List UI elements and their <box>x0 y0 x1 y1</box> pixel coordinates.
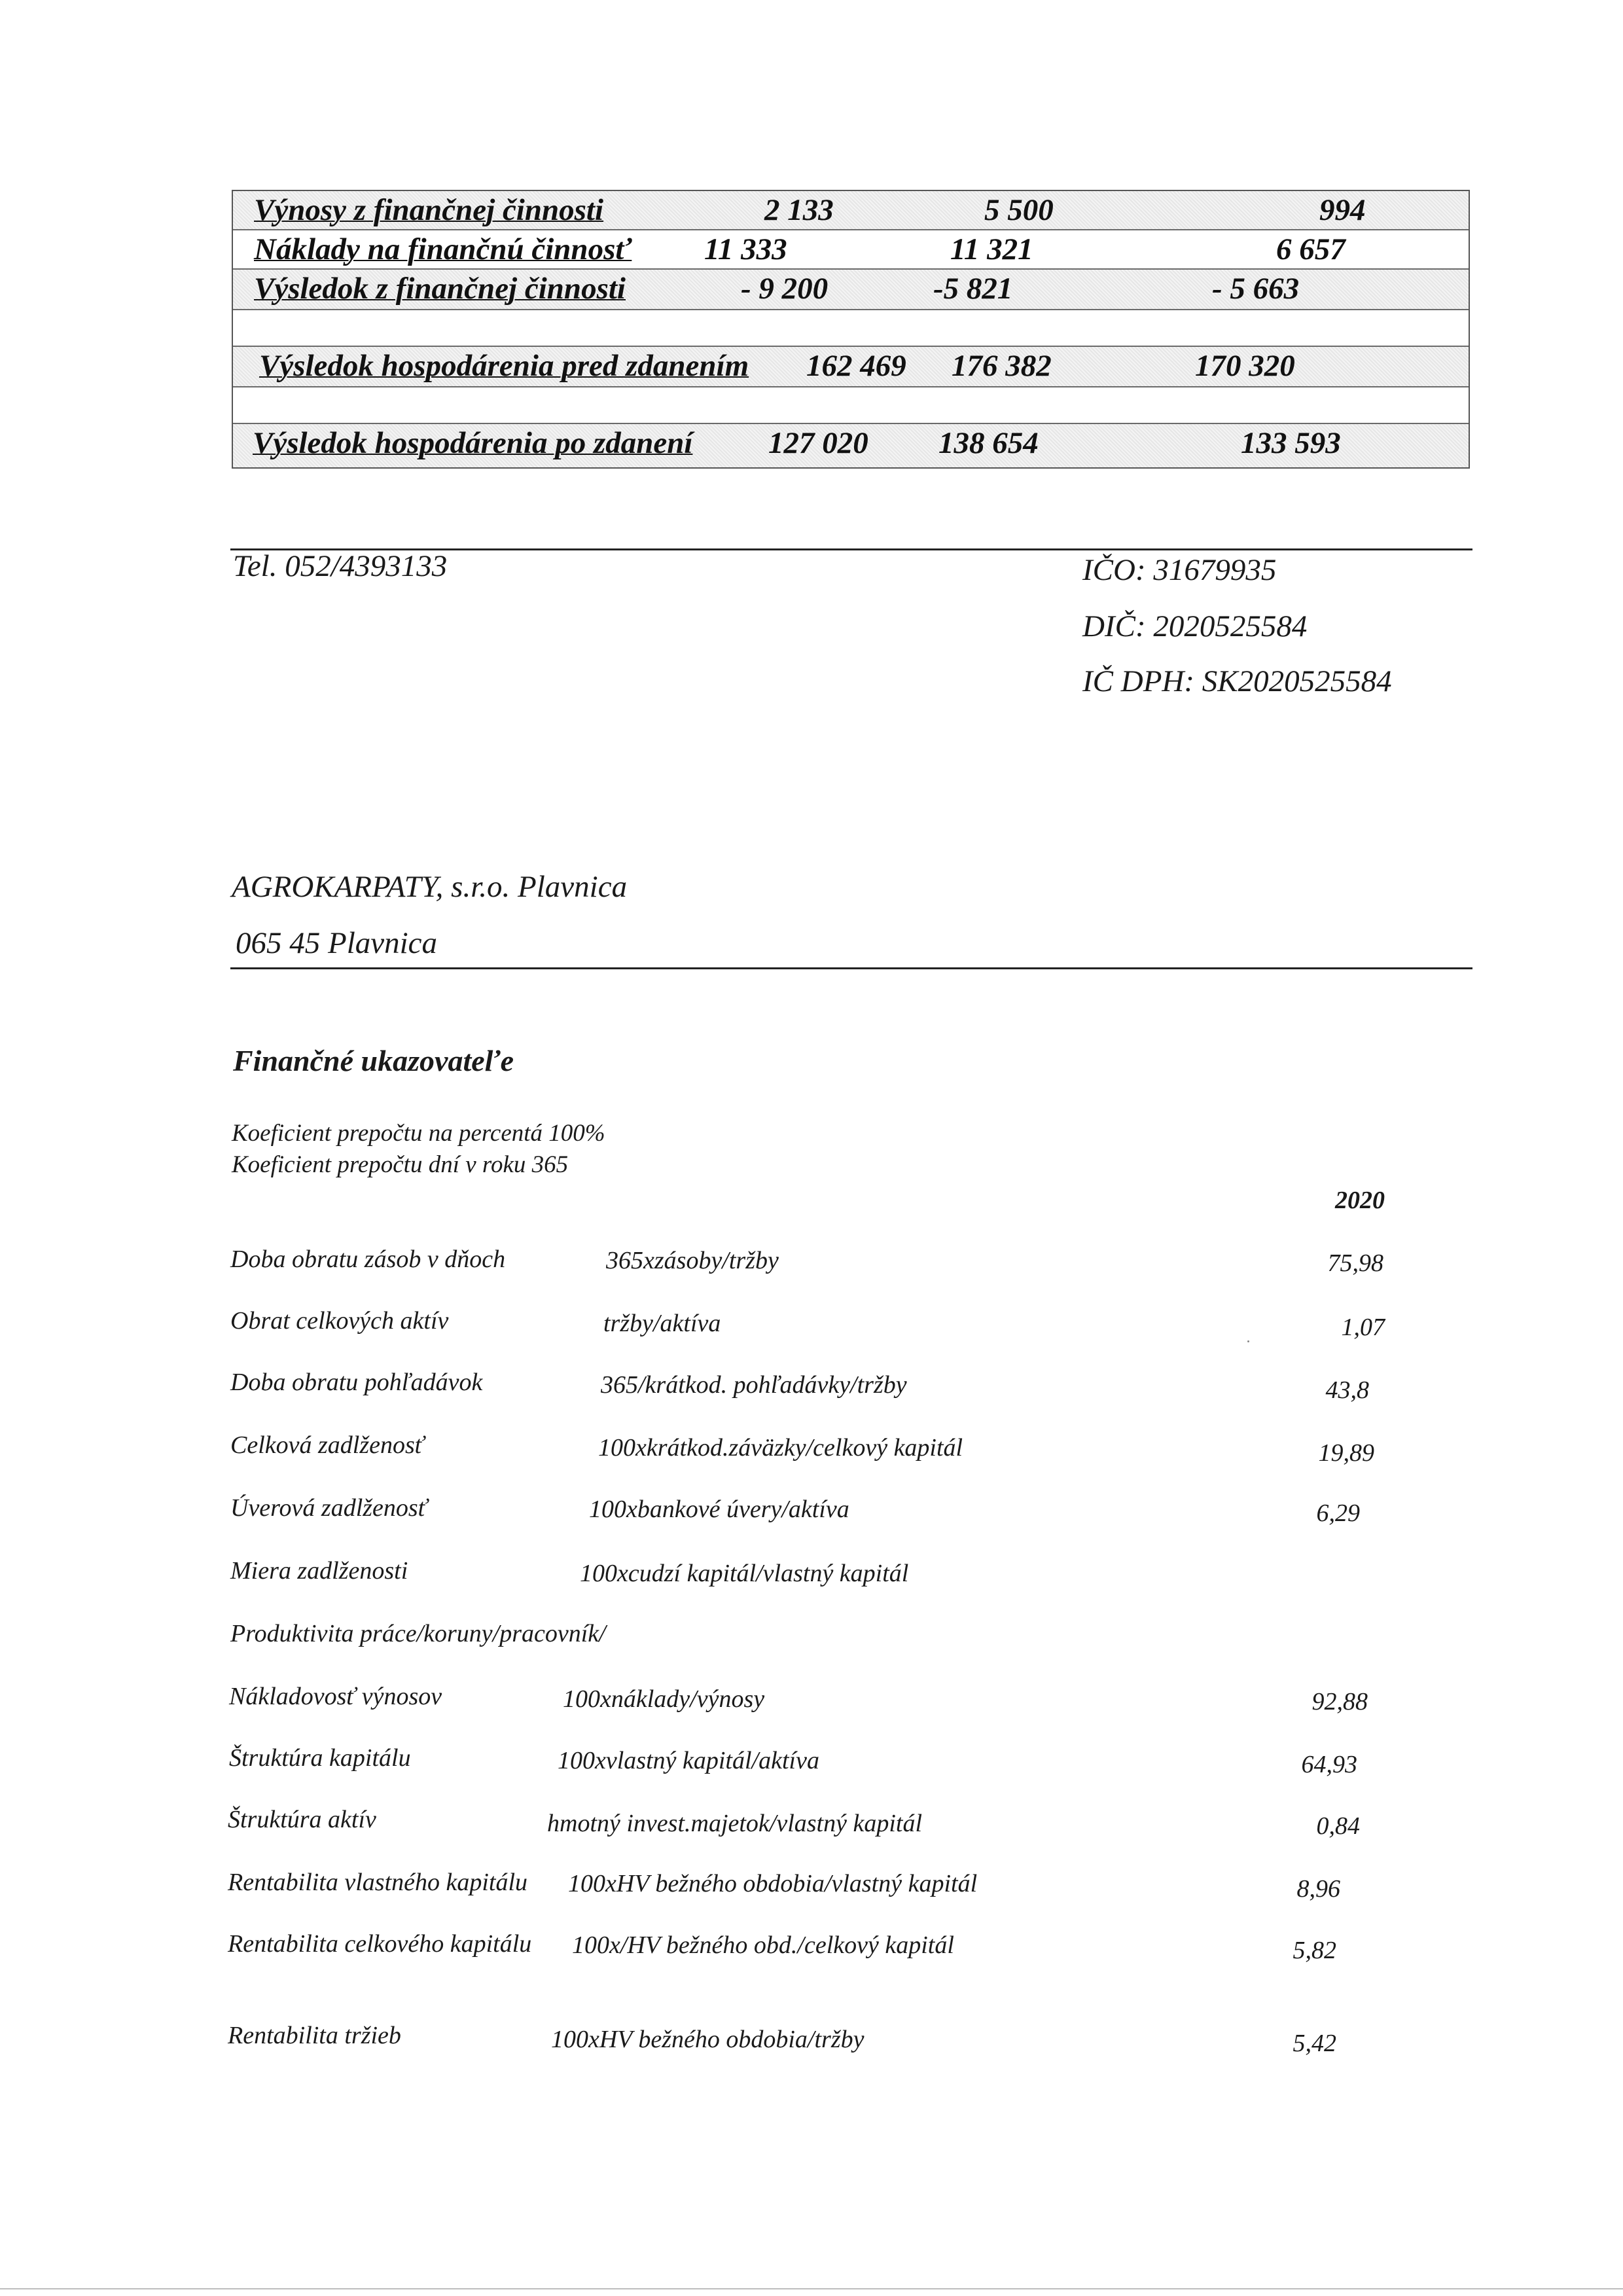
row-value-3: 6 657 <box>1276 232 1346 266</box>
indicator-label: Doba obratu zásob v dňoch <box>230 1246 506 1273</box>
indicator-label: Miera zadlženosti <box>230 1557 408 1585</box>
indicator-formula: 100xkrátkod.záväzky/celkový kapitál <box>598 1434 963 1462</box>
row-value-2: 176 382 <box>952 349 1052 383</box>
indicator-formula: 365xzásoby/tržby <box>606 1247 779 1274</box>
indicator-label: Rentabilita celkového kapitálu <box>228 1930 532 1958</box>
indicator-value: 0,84 <box>1316 1812 1360 1840</box>
table-row <box>233 230 1469 270</box>
indicator-formula: 100xvlastný kapitál/aktíva <box>558 1747 819 1774</box>
table-spacer-row <box>233 387 1469 424</box>
row-value-1: 11 333 <box>704 232 787 266</box>
company-address: 065 45 Plavnica <box>236 926 438 960</box>
indicator-label: Rentabilita vlastného kapitálu <box>228 1869 528 1896</box>
indicator-formula: 100xbankové úvery/aktíva <box>589 1496 849 1523</box>
divider-bottom <box>230 967 1472 969</box>
table-spacer-row <box>233 310 1469 347</box>
row-label: Výsledok z finančnej činnosti <box>254 272 626 306</box>
table-row <box>233 347 1469 387</box>
row-label: Náklady na finančnú činnosť <box>254 232 632 266</box>
indicator-formula: tržby/aktíva <box>603 1310 721 1337</box>
indicators-title: Finančné ukazovateľe <box>233 1044 514 1077</box>
indicators-note-percent: Koeficient prepočtu na percentá 100% <box>232 1120 605 1147</box>
indicator-formula: hmotný invest.majetok/vlastný kapitál <box>547 1810 923 1837</box>
indicator-label: Celková zadlženosť <box>230 1431 424 1459</box>
row-label: Výnosy z finančnej činnosti <box>254 193 604 227</box>
indicator-value: 19,89 <box>1318 1439 1374 1467</box>
row-value-1: 162 469 <box>806 349 906 383</box>
indicator-label: Úverová zadlženosť <box>230 1494 427 1522</box>
row-value-1: 127 020 <box>768 426 868 460</box>
dic: DIČ: 2020525584 <box>1082 609 1308 643</box>
row-value-3: 133 593 <box>1241 426 1341 460</box>
row-value-3: - 5 663 <box>1212 272 1300 306</box>
indicator-value: 92,88 <box>1311 1688 1368 1715</box>
scan-speck <box>1247 1340 1249 1342</box>
indicator-value: 64,93 <box>1301 1751 1357 1778</box>
scan-edge-line <box>0 2288 1623 2289</box>
ic-dph: IČ DPH: SK2020525584 <box>1082 664 1392 698</box>
row-label: Výsledok hospodárenia po zdanení <box>253 426 693 460</box>
row-label: Výsledok hospodárenia pred zdanením <box>259 349 749 383</box>
indicator-label: Štruktúra kapitálu <box>229 1744 411 1772</box>
indicator-value: 6,29 <box>1316 1499 1360 1527</box>
phone-number: Tel. 052/4393133 <box>233 549 448 583</box>
row-value-2: 11 321 <box>950 232 1033 266</box>
indicator-label: Štruktúra aktív <box>228 1806 376 1833</box>
indicator-value: 5,82 <box>1293 1937 1336 1964</box>
indicator-label: Produktivita práce/koruny/pracovník/ <box>230 1620 606 1647</box>
indicator-value: 75,98 <box>1327 1249 1383 1277</box>
ico: IČO: 31679935 <box>1082 553 1277 587</box>
row-value-3: 170 320 <box>1195 349 1295 383</box>
table-row <box>233 191 1469 230</box>
row-value-1: - 9 200 <box>741 272 829 306</box>
indicator-formula: 100xHV bežného obdobia/vlastný kapitál <box>568 1870 978 1897</box>
indicator-value: 8,96 <box>1296 1875 1340 1903</box>
indicator-label: Nákladovosť výnosov <box>229 1683 442 1710</box>
indicator-label: Obrat celkových aktív <box>230 1307 449 1335</box>
table-row <box>233 424 1469 467</box>
indicator-label: Rentabilita tržieb <box>228 2022 401 2049</box>
indicator-formula: 100x/HV bežného obd./celkový kapitál <box>572 1931 954 1959</box>
financial-results-table <box>232 190 1470 469</box>
company-name: AGROKARPATY, s.r.o. Plavnica <box>232 870 628 904</box>
indicator-formula: 365/krátkod. pohľadávky/tržby <box>601 1371 907 1399</box>
row-value-1: 2 133 <box>764 193 834 227</box>
indicator-value: 43,8 <box>1325 1376 1369 1404</box>
indicator-value: 5,42 <box>1293 2030 1336 2057</box>
indicator-label: Doba obratu pohľadávok <box>230 1369 483 1396</box>
indicator-formula: 100xnáklady/výnosy <box>563 1685 765 1713</box>
row-value-3: 994 <box>1319 193 1366 227</box>
indicator-formula: 100xHV bežného obdobia/tržby <box>551 2026 865 2053</box>
indicators-note-days: Koeficient prepočtu dní v roku 365 <box>232 1151 569 1178</box>
indicator-formula: 100xcudzí kapitál/vlastný kapitál <box>580 1560 909 1587</box>
row-value-2: -5 821 <box>933 272 1013 306</box>
row-value-2: 138 654 <box>938 426 1039 460</box>
year-column-header: 2020 <box>1335 1187 1385 1214</box>
table-row <box>233 270 1469 310</box>
indicator-value: 1,07 <box>1341 1314 1385 1341</box>
row-value-2: 5 500 <box>984 193 1054 227</box>
